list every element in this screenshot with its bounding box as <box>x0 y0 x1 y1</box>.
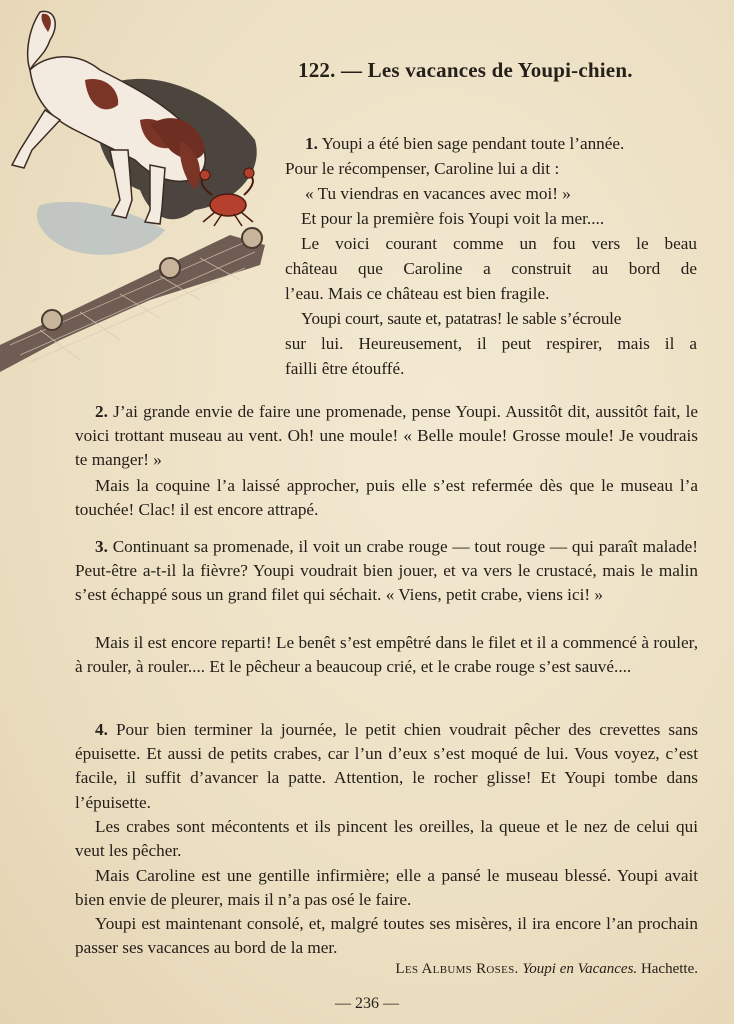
section-number: 4. <box>95 720 108 739</box>
section-1-line-8: Youpi court, saute et, patatras! le sable s’écroule <box>301 309 622 328</box>
dog-and-crab-illustration <box>0 0 290 380</box>
section-number: 3. <box>95 537 108 556</box>
section-4-paragraph-4: Youpi est maintenant consolé, et, malgré toutes ses misères, il ira encore l’an prochain passer ses vacances au bord de la mer. <box>75 914 698 958</box>
citation-collection: Les Albums Roses. <box>395 961 519 977</box>
section-1-line-3: « Tu viendras en vacances avec moi! » <box>305 184 571 203</box>
chapter-title-text: — Les vacances de Youpi-chien. <box>341 58 633 82</box>
section-1-line-1: Youpi a été bien sage pendant toute l’année. <box>321 134 625 153</box>
section-number: 1. <box>305 134 318 153</box>
section-4-paragraph-1: Pour bien terminer la journée, le petit chien voudrait pêcher des crevettes sans épuisette. Et aussi de petits crabes, car l’un d’eux s’est moqué de lui. Vous voyez, c’est facile, il suffit d’avancer la patte. Attention, le rocher glisse! Et Youpi tombe dans l’épuisette. <box>75 720 698 812</box>
citation-publisher: Hachette. <box>640 961 698 977</box>
section-1-line-6: château que Caroline a construit au bord de <box>285 259 697 278</box>
section-4-paragraph-3: Mais Caroline est une gentille infirmière; elle a pansé le museau blessé. Youpi avait bien envie de pleurer, mais il n’a pas osé le faire. <box>75 866 698 910</box>
page-number: — 236 — <box>335 995 399 1012</box>
citation-book: Youpi en Vacances. <box>522 961 638 977</box>
section-2-paragraph-1: J’ai grande envie de faire une promenade, pense Youpi. Aussitôt dit, aussitôt fait, le voici trottant museau au vent. Oh! une moule! « Belle moule! Grosse moule! Je voudrais te manger! » <box>75 402 698 470</box>
chapter-number: 122. <box>298 58 336 82</box>
section-2-paragraph-2: Mais la coquine l’a laissé approcher, puis elle s’est refermée dès que le museau l’a touchée! Clac! il est encore attrapé. <box>75 476 698 520</box>
section-1-line-9: sur lui. Heureusement, il peut respirer, mais il a <box>285 334 697 353</box>
section-3-paragraph-2: Mais il est encore reparti! Le benêt s’est empêtré dans le filet et il a commencé à rouler, à rouler, à rouler.... Et le pêcheur a beaucoup crié, et le crabe rouge s’est sauvé.... <box>75 633 698 677</box>
section-1-line-10: failli être étouffé. <box>285 359 405 378</box>
chapter-title <box>298 58 718 83</box>
section-1-line-5: Le voici courant comme un fou vers le beau <box>301 234 697 253</box>
section-number: 2. <box>95 402 108 421</box>
section-1-line-7: l’eau. Mais ce château est bien fragile. <box>285 284 550 303</box>
section-1-line-4: Et pour la première fois Youpi voit la mer.... <box>301 209 605 228</box>
section-1-line-2: Pour le récompenser, Caroline lui a dit : <box>285 159 560 178</box>
section-4-paragraph-2: Les crabes sont mécontents et ils pincent les oreilles, la queue et le nez de celui qui veut les pêcher. <box>75 817 698 861</box>
section-3-paragraph-1: Continuant sa promenade, il voit un crabe rouge — tout rouge — qui paraît malade! Peut-être a-t-il la fièvre? Youpi voudrait bien jouer, et va vers le crustacé, mais le malin s’est échappé sous un grand filet qui séchait. « Viens, petit crabe, viens ici! » <box>75 537 699 605</box>
source-citation <box>298 961 698 978</box>
